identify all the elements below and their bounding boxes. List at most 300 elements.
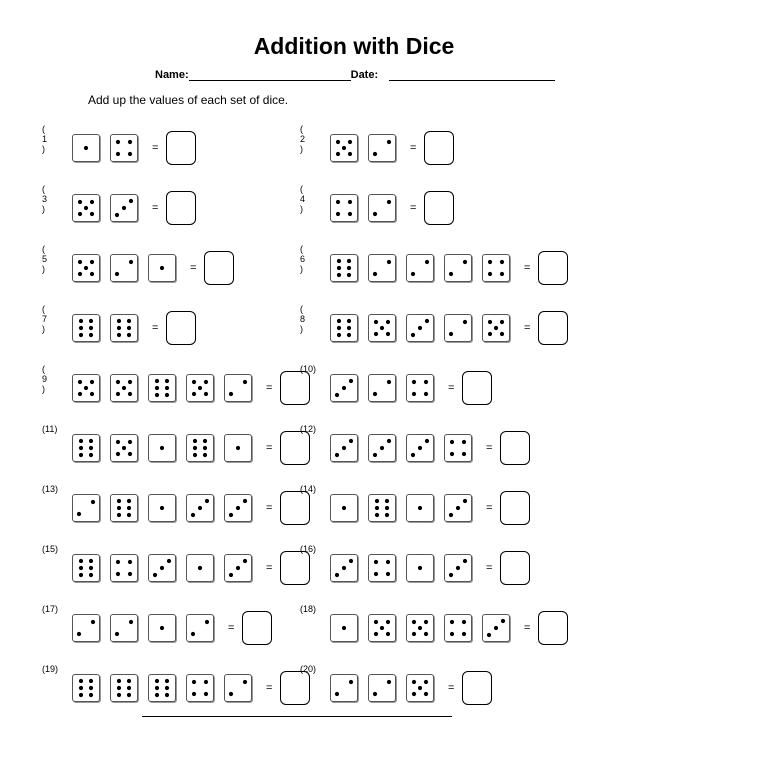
die-2 xyxy=(368,674,396,702)
die-pip xyxy=(374,632,378,636)
die-pip xyxy=(115,632,119,636)
die-2 xyxy=(186,614,214,642)
die-pip xyxy=(116,572,120,576)
die-pip xyxy=(424,380,428,384)
die-pip xyxy=(127,693,131,697)
die-pip xyxy=(418,326,422,330)
answer-box[interactable] xyxy=(280,671,310,705)
die-pip xyxy=(349,680,353,684)
die-pip xyxy=(462,440,466,444)
die-pip xyxy=(336,200,340,204)
die-pip xyxy=(449,272,453,276)
die-pip xyxy=(337,266,341,270)
problem-number: ( 5 ) xyxy=(42,244,48,274)
die-3 xyxy=(444,494,472,522)
die-pip xyxy=(347,266,351,270)
die-2 xyxy=(368,194,396,222)
die-pip xyxy=(128,440,132,444)
answer-box[interactable] xyxy=(280,491,310,525)
die-pip xyxy=(116,452,120,456)
die-pip xyxy=(77,632,81,636)
die-pip xyxy=(424,620,428,624)
die-pip xyxy=(127,333,131,337)
die-6 xyxy=(110,494,138,522)
die-pip xyxy=(488,320,492,324)
die-pip xyxy=(449,573,453,577)
problem-number: (12) xyxy=(300,424,317,434)
die-pip xyxy=(342,566,346,570)
die-pip xyxy=(89,693,93,697)
die-3 xyxy=(224,494,252,522)
answer-box[interactable] xyxy=(538,611,568,645)
die-pip xyxy=(450,452,454,456)
die-pip xyxy=(387,439,391,443)
die-5 xyxy=(482,314,510,342)
die-pip xyxy=(337,319,341,323)
die-4 xyxy=(444,614,472,642)
die-pip xyxy=(380,626,384,630)
die-pip xyxy=(385,513,389,517)
answer-box[interactable] xyxy=(462,671,492,705)
die-pip xyxy=(192,680,196,684)
die-pip xyxy=(411,272,415,276)
problem-number: (16) xyxy=(300,544,317,554)
die-pip xyxy=(165,686,169,690)
die-4 xyxy=(330,194,358,222)
die-5 xyxy=(72,254,100,282)
die-pip xyxy=(488,272,492,276)
die-pip xyxy=(89,439,93,443)
die-pip xyxy=(90,392,94,396)
die-pip xyxy=(90,212,94,216)
die-pip xyxy=(192,392,196,396)
die-2 xyxy=(406,254,434,282)
die-1 xyxy=(224,434,252,462)
die-pip xyxy=(155,393,159,397)
dice-row xyxy=(330,131,454,165)
die-pip xyxy=(425,319,429,323)
die-1 xyxy=(330,614,358,642)
die-1 xyxy=(406,554,434,582)
die-pip xyxy=(79,446,83,450)
die-pip xyxy=(229,573,233,577)
die-pip xyxy=(387,680,391,684)
die-6 xyxy=(330,254,358,282)
answer-box[interactable] xyxy=(538,251,568,285)
die-pip xyxy=(78,200,82,204)
die-pip xyxy=(117,686,121,690)
name-date-line xyxy=(155,68,555,81)
problem-number: (15) xyxy=(42,544,59,554)
die-pip xyxy=(418,446,422,450)
die-6 xyxy=(72,674,100,702)
die-6 xyxy=(330,314,358,342)
die-pip xyxy=(412,620,416,624)
die-pip xyxy=(79,559,83,563)
equals-sign: = xyxy=(266,382,273,394)
die-pip xyxy=(204,680,208,684)
die-pip xyxy=(160,626,164,630)
die-1 xyxy=(186,554,214,582)
die-pip xyxy=(450,620,454,624)
die-pip xyxy=(387,200,391,204)
die-pip xyxy=(375,513,379,517)
die-pip xyxy=(84,146,88,150)
die-pip xyxy=(424,680,428,684)
die-pip xyxy=(84,206,88,210)
die-pip xyxy=(89,566,93,570)
dice-row xyxy=(330,431,530,465)
dice-row xyxy=(72,491,310,525)
dice-row xyxy=(72,371,310,405)
die-3 xyxy=(330,554,358,582)
die-2 xyxy=(224,674,252,702)
die-pip xyxy=(90,272,94,276)
die-pip xyxy=(127,679,131,683)
date-blank xyxy=(389,68,555,81)
die-pip xyxy=(78,380,82,384)
die-pip xyxy=(117,693,121,697)
die-3 xyxy=(482,614,510,642)
die-5 xyxy=(110,374,138,402)
answer-box[interactable] xyxy=(538,311,568,345)
die-pip xyxy=(128,572,132,576)
die-pip xyxy=(167,559,171,563)
die-pip xyxy=(243,680,247,684)
equals-sign: = xyxy=(524,262,531,274)
problem-number: (17) xyxy=(42,604,59,614)
answer-box[interactable] xyxy=(242,611,272,645)
die-2 xyxy=(110,254,138,282)
die-pip xyxy=(418,506,422,510)
die-pip xyxy=(198,566,202,570)
die-pip xyxy=(347,326,351,330)
die-5 xyxy=(72,374,100,402)
die-pip xyxy=(192,380,196,384)
die-pip xyxy=(191,632,195,636)
equals-sign: = xyxy=(152,322,159,334)
die-pip xyxy=(84,266,88,270)
die-6 xyxy=(110,674,138,702)
dice-row xyxy=(330,551,530,585)
answer-box[interactable] xyxy=(204,251,234,285)
answer-box[interactable] xyxy=(166,191,196,225)
die-pip xyxy=(193,446,197,450)
die-pip xyxy=(336,140,340,144)
equals-sign: = xyxy=(266,562,273,574)
die-4 xyxy=(368,554,396,582)
die-3 xyxy=(368,434,396,462)
date-label: Date: xyxy=(350,69,379,81)
die-2 xyxy=(110,614,138,642)
die-1 xyxy=(148,614,176,642)
die-pip xyxy=(89,453,93,457)
die-pip xyxy=(91,620,95,624)
die-pip xyxy=(380,326,384,330)
die-pip xyxy=(203,453,207,457)
answer-box[interactable] xyxy=(166,311,196,345)
die-pip xyxy=(127,326,131,330)
die-3 xyxy=(330,374,358,402)
answer-box[interactable] xyxy=(424,191,454,225)
die-pip xyxy=(205,499,209,503)
die-pip xyxy=(128,380,132,384)
die-pip xyxy=(424,632,428,636)
die-6 xyxy=(72,554,100,582)
equals-sign: = xyxy=(486,502,493,514)
answer-box[interactable] xyxy=(424,131,454,165)
die-5 xyxy=(110,434,138,462)
die-5 xyxy=(186,374,214,402)
die-pip xyxy=(450,440,454,444)
die-pip xyxy=(79,686,83,690)
die-pip xyxy=(463,499,467,503)
die-pip xyxy=(373,692,377,696)
die-pip xyxy=(450,632,454,636)
die-pip xyxy=(374,560,378,564)
equals-sign: = xyxy=(524,322,531,334)
die-pip xyxy=(79,453,83,457)
die-pip xyxy=(160,446,164,450)
die-pip xyxy=(462,632,466,636)
die-pip xyxy=(342,446,346,450)
die-pip xyxy=(386,332,390,336)
die-pip xyxy=(373,453,377,457)
die-6 xyxy=(110,314,138,342)
die-pip xyxy=(127,499,131,503)
problem-number: (19) xyxy=(42,664,59,674)
die-pip xyxy=(198,386,202,390)
die-pip xyxy=(418,566,422,570)
worksheet-title: Addition with Dice xyxy=(253,33,455,59)
die-pip xyxy=(165,679,169,683)
die-2 xyxy=(72,614,100,642)
die-pip xyxy=(89,446,93,450)
die-pip xyxy=(449,332,453,336)
answer-box[interactable] xyxy=(500,491,530,525)
die-pip xyxy=(424,392,428,396)
die-2 xyxy=(444,254,472,282)
die-pip xyxy=(494,626,498,630)
die-pip xyxy=(463,559,467,563)
name-blank xyxy=(189,68,351,81)
die-pip xyxy=(122,386,126,390)
die-pip xyxy=(165,693,169,697)
answer-box[interactable] xyxy=(462,371,492,405)
die-pip xyxy=(127,506,131,510)
die-pip xyxy=(348,140,352,144)
die-pip xyxy=(79,326,83,330)
die-pip xyxy=(374,572,378,576)
dice-row xyxy=(330,311,568,345)
answer-box[interactable] xyxy=(280,431,310,465)
die-pip xyxy=(373,392,377,396)
equals-sign: = xyxy=(190,262,197,274)
die-pip xyxy=(386,572,390,576)
dice-row xyxy=(330,671,492,705)
die-pip xyxy=(236,506,240,510)
die-pip xyxy=(117,499,121,503)
problem-number: ( 8 ) xyxy=(300,304,306,334)
die-pip xyxy=(500,272,504,276)
die-pip xyxy=(337,259,341,263)
die-pip xyxy=(374,332,378,336)
die-pip xyxy=(165,379,169,383)
die-3 xyxy=(330,434,358,462)
die-3 xyxy=(406,314,434,342)
die-pip xyxy=(487,633,491,637)
equals-sign: = xyxy=(486,442,493,454)
die-pip xyxy=(335,453,339,457)
die-pip xyxy=(229,513,233,517)
die-pip xyxy=(117,513,121,517)
die-pip xyxy=(127,686,131,690)
die-pip xyxy=(155,686,159,690)
die-5 xyxy=(368,314,396,342)
die-pip xyxy=(115,213,119,217)
die-pip xyxy=(335,692,339,696)
die-pip xyxy=(129,199,133,203)
die-4 xyxy=(186,674,214,702)
die-pip xyxy=(160,506,164,510)
die-pip xyxy=(424,692,428,696)
dice-row xyxy=(330,491,530,525)
die-pip xyxy=(488,332,492,336)
die-pip xyxy=(117,333,121,337)
equals-sign: = xyxy=(448,682,455,694)
die-1 xyxy=(72,134,100,162)
die-pip xyxy=(418,626,422,630)
die-pip xyxy=(349,439,353,443)
die-pip xyxy=(116,152,120,156)
die-pip xyxy=(412,392,416,396)
die-pip xyxy=(116,392,120,396)
die-pip xyxy=(337,273,341,277)
die-2 xyxy=(330,674,358,702)
die-pip xyxy=(128,560,132,564)
answer-box[interactable] xyxy=(500,431,530,465)
die-pip xyxy=(411,453,415,457)
die-pip xyxy=(203,446,207,450)
die-pip xyxy=(193,453,197,457)
die-pip xyxy=(373,272,377,276)
die-pip xyxy=(412,680,416,684)
die-6 xyxy=(148,674,176,702)
die-pip xyxy=(386,620,390,624)
die-pip xyxy=(122,446,126,450)
die-pip xyxy=(374,620,378,624)
die-pip xyxy=(91,500,95,504)
die-pip xyxy=(117,679,121,683)
die-4 xyxy=(444,434,472,462)
die-6 xyxy=(186,434,214,462)
die-pip xyxy=(412,632,416,636)
die-pip xyxy=(387,260,391,264)
die-pip xyxy=(78,272,82,276)
die-5 xyxy=(406,614,434,642)
die-2 xyxy=(368,134,396,162)
die-2 xyxy=(72,494,100,522)
die-pip xyxy=(243,559,247,563)
die-pip xyxy=(243,380,247,384)
problem-number: (11) xyxy=(42,424,58,434)
die-pip xyxy=(342,146,346,150)
die-pip xyxy=(229,692,233,696)
die-pip xyxy=(463,320,467,324)
dice-row xyxy=(72,671,310,705)
die-pip xyxy=(89,326,93,330)
die-pip xyxy=(155,693,159,697)
answer-box[interactable] xyxy=(280,551,310,585)
die-pip xyxy=(79,319,83,323)
die-pip xyxy=(229,392,233,396)
die-pip xyxy=(122,206,126,210)
die-3 xyxy=(444,554,472,582)
die-pip xyxy=(373,212,377,216)
die-pip xyxy=(127,319,131,323)
die-pip xyxy=(386,632,390,636)
equals-sign: = xyxy=(486,562,493,574)
problem-number: ( 3 ) xyxy=(42,184,48,214)
die-pip xyxy=(165,386,169,390)
die-pip xyxy=(337,326,341,330)
die-pip xyxy=(462,620,466,624)
die-pip xyxy=(425,260,429,264)
die-pip xyxy=(79,679,83,683)
problem-number: ( 9 ) xyxy=(42,364,48,394)
die-pip xyxy=(153,573,157,577)
die-2 xyxy=(224,374,252,402)
die-pip xyxy=(462,452,466,456)
die-pip xyxy=(348,212,352,216)
dice-row xyxy=(72,191,196,225)
die-pip xyxy=(336,152,340,156)
equals-sign: = xyxy=(266,442,273,454)
die-2 xyxy=(368,254,396,282)
die-pip xyxy=(500,260,504,264)
die-1 xyxy=(148,254,176,282)
die-1 xyxy=(148,494,176,522)
die-pip xyxy=(117,319,121,323)
die-pip xyxy=(155,679,159,683)
die-pip xyxy=(192,692,196,696)
die-pip xyxy=(89,559,93,563)
die-3 xyxy=(406,434,434,462)
die-pip xyxy=(348,200,352,204)
die-pip xyxy=(348,152,352,156)
answer-box[interactable] xyxy=(280,371,310,405)
equals-sign: = xyxy=(524,622,531,634)
dice-row xyxy=(330,371,492,405)
die-1 xyxy=(330,494,358,522)
die-pip xyxy=(347,319,351,323)
die-4 xyxy=(110,134,138,162)
dice-row xyxy=(72,551,310,585)
die-pip xyxy=(335,393,339,397)
equals-sign: = xyxy=(448,382,455,394)
die-pip xyxy=(116,140,120,144)
answer-box[interactable] xyxy=(500,551,530,585)
die-6 xyxy=(72,314,100,342)
die-pip xyxy=(380,446,384,450)
problem-number: (20) xyxy=(300,664,317,674)
answer-box[interactable] xyxy=(166,131,196,165)
die-pip xyxy=(160,566,164,570)
die-3 xyxy=(186,494,214,522)
die-pip xyxy=(373,152,377,156)
die-pip xyxy=(386,320,390,324)
die-pip xyxy=(79,573,83,577)
